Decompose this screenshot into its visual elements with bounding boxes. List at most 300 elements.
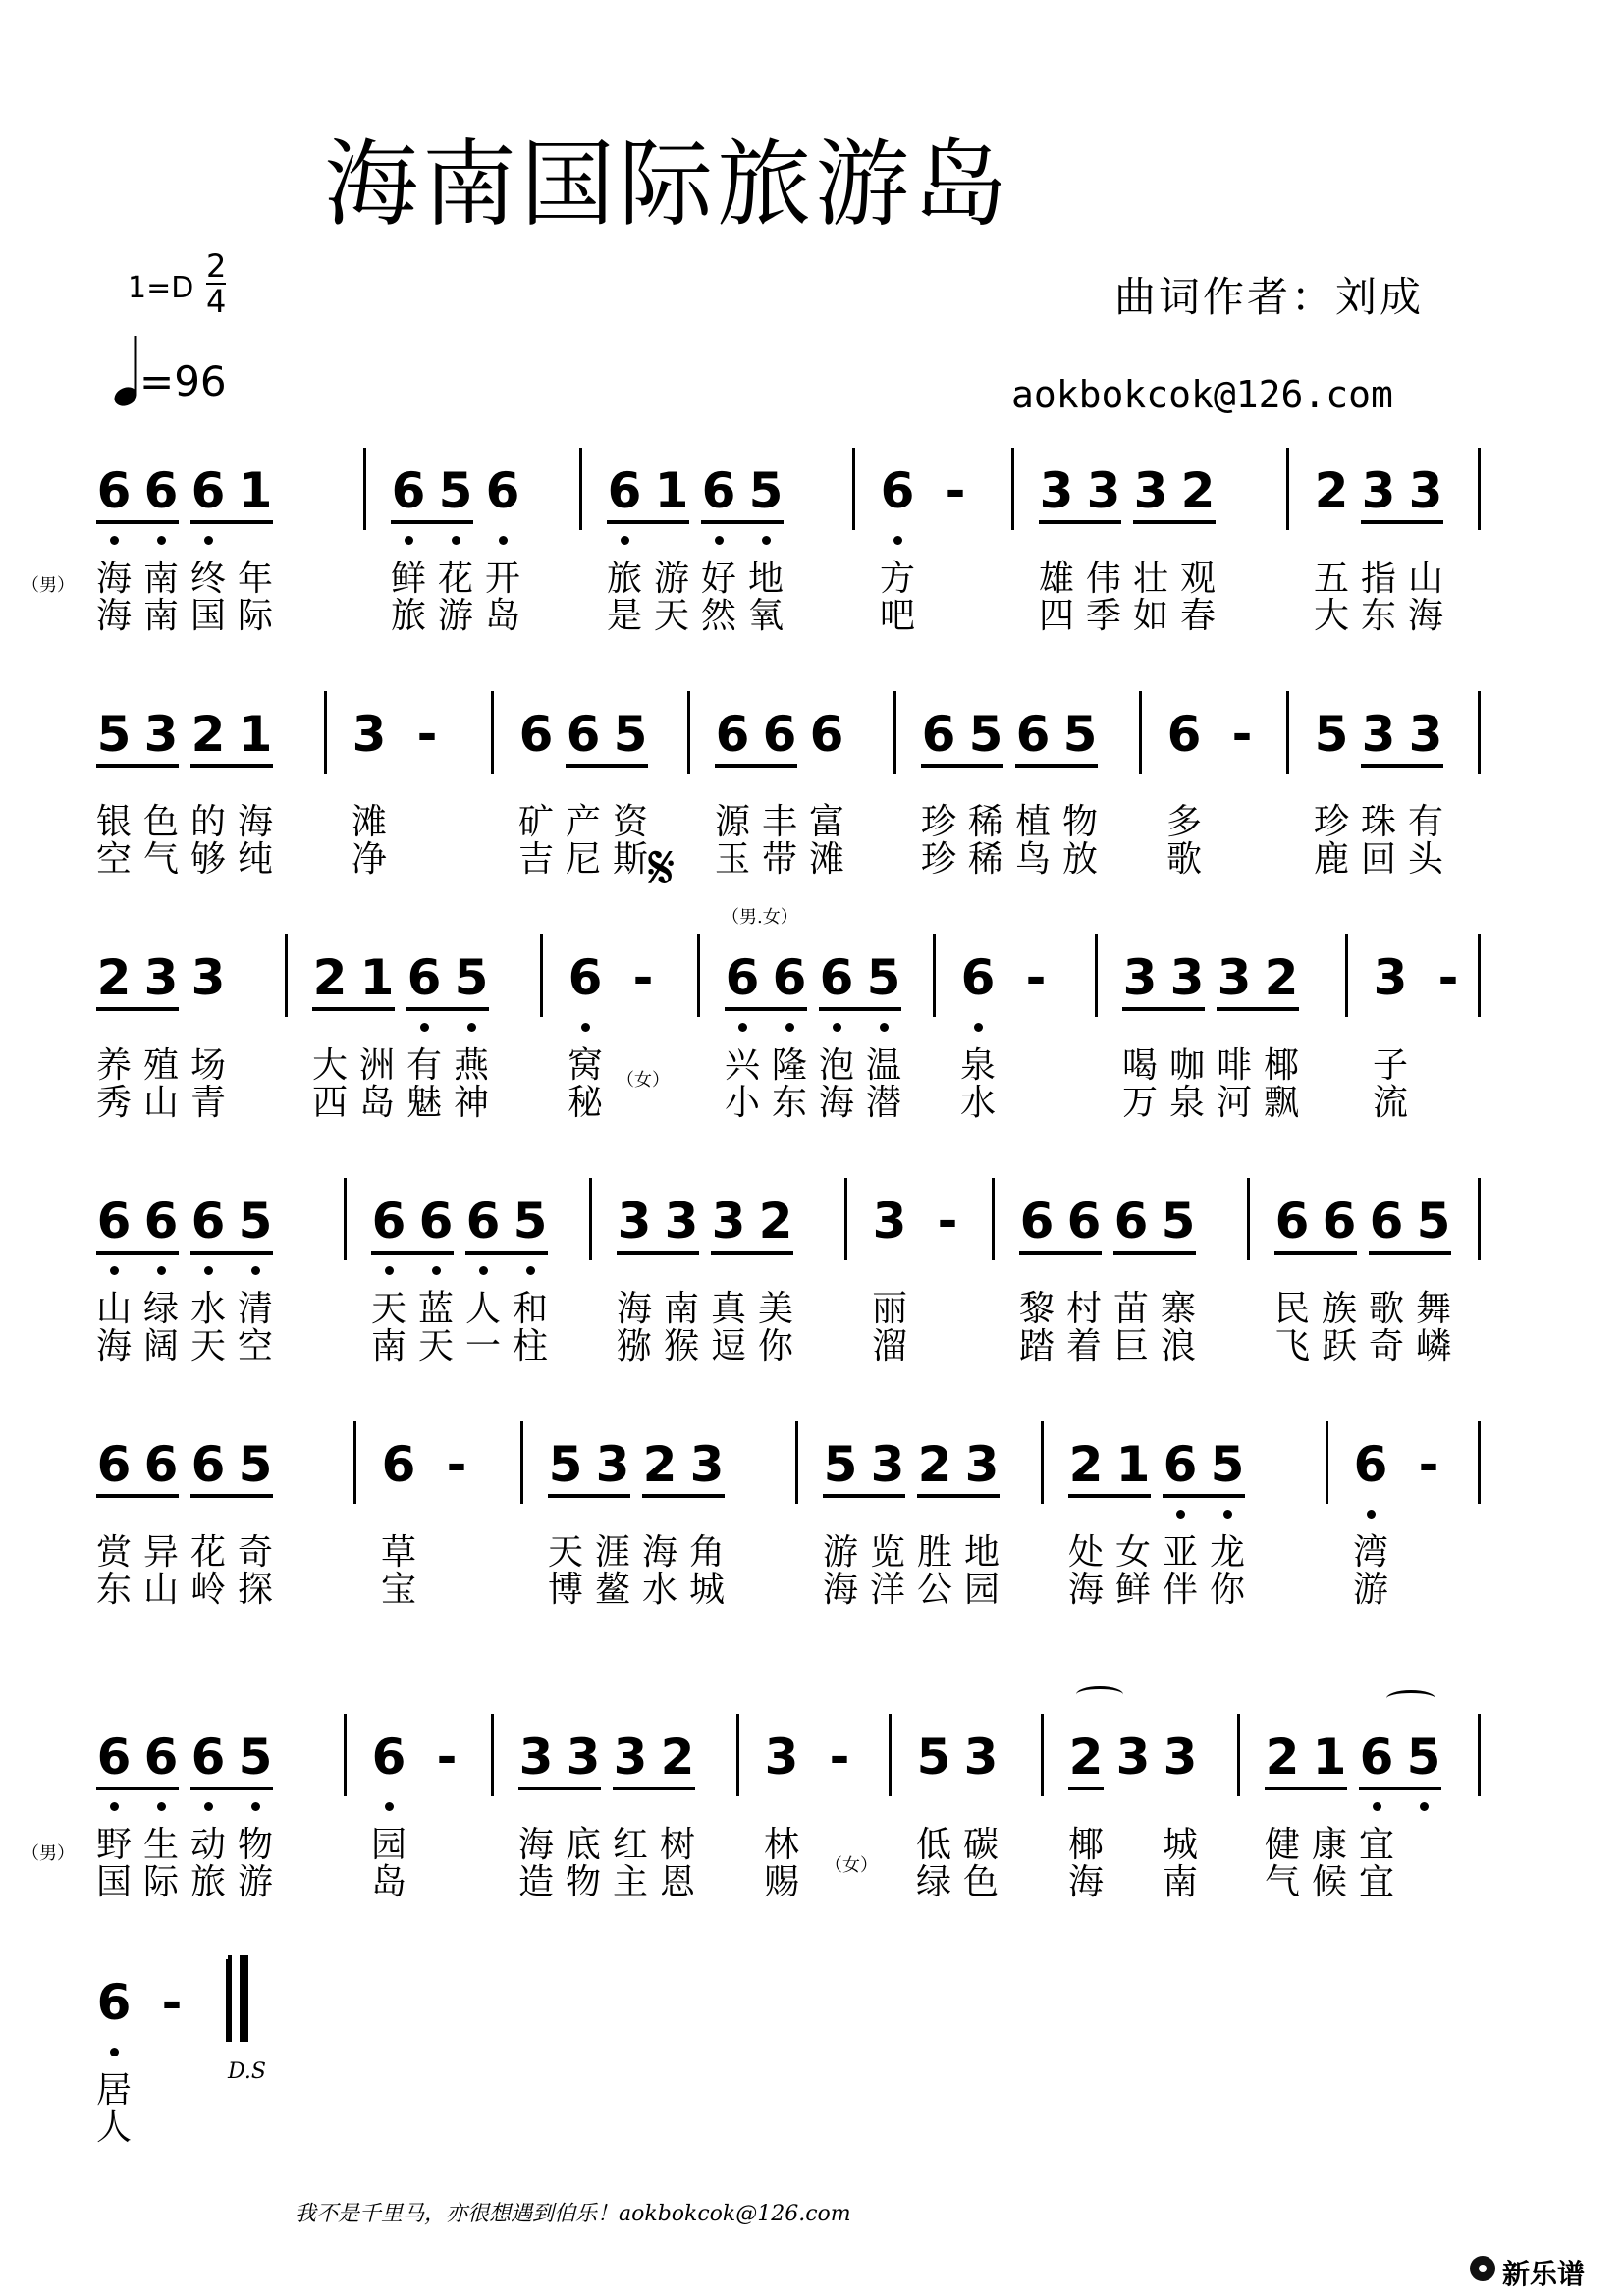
eighth-underline — [1265, 1787, 1347, 1790]
lyric-char: 鸟 — [1014, 839, 1051, 880]
lyric-char: 海 — [1067, 1570, 1104, 1610]
note: 6 — [485, 462, 520, 519]
lyric-char: 绿 — [915, 1862, 951, 1902]
lyrics-verse-1 — [1259, 1826, 1447, 1865]
lyric-char: 神 — [453, 1083, 489, 1123]
lyric-char: 养 — [95, 1045, 132, 1086]
footer-note: 我不是千里马，亦很想遇到伯乐！aokbokcok@126.com — [295, 2202, 851, 2226]
eighth-underline — [371, 1251, 454, 1255]
lyric-char: 泉 — [959, 1045, 996, 1086]
lyric-char: 海 — [95, 559, 132, 599]
note: 5 — [513, 1193, 548, 1250]
lyric-char: 西 — [311, 1083, 348, 1123]
lyric-char: 生 — [142, 1825, 179, 1865]
note: 6 — [391, 462, 426, 519]
note: 5 — [748, 462, 784, 519]
lyric-char: 浪 — [1160, 1326, 1196, 1366]
brand-logo-icon — [1470, 2256, 1495, 2281]
lyrics-verse-1 — [513, 803, 654, 842]
lyrics-verse-1 — [866, 1290, 982, 1329]
lyric-char: 源 — [714, 802, 750, 842]
lyric-char: 指 — [1360, 559, 1396, 599]
hold-dash: - — [161, 1974, 183, 2031]
low-octave-dot — [1420, 1802, 1429, 1811]
note: 3 — [1115, 1729, 1151, 1786]
lyric-char: 好 — [700, 559, 736, 599]
lyric-char: 旅 — [606, 559, 642, 599]
eighth-underline — [96, 1494, 179, 1498]
lyric-char: 稀 — [967, 802, 1003, 842]
note: 6 — [1359, 1729, 1394, 1786]
hold-dash: - — [416, 706, 438, 763]
eighth-underline — [190, 1494, 273, 1498]
lyrics-verse-2 — [1062, 1571, 1251, 1610]
note: 6 — [1113, 1193, 1149, 1250]
eighth-underline — [190, 1251, 273, 1255]
note: 6 — [566, 706, 601, 763]
note: 2 — [642, 1436, 677, 1493]
note: 6 — [1163, 1436, 1198, 1493]
note: 2 — [1068, 1729, 1104, 1786]
lyric-char: 大 — [311, 1045, 348, 1086]
lyrics-verse-2 — [306, 1084, 495, 1123]
lyric-char: 方 — [879, 559, 915, 599]
note: 3 — [143, 949, 179, 1006]
eighth-underline — [642, 1494, 725, 1498]
barline — [1478, 934, 1481, 1017]
slur-arc — [1076, 1686, 1123, 1703]
barline — [1247, 1178, 1250, 1260]
note: 6 — [1274, 1193, 1310, 1250]
low-octave-dot — [833, 1023, 841, 1032]
part-label-mixed: （男.女） — [722, 907, 798, 928]
lyrics-verse-2 — [542, 1571, 731, 1610]
eighth-underline — [96, 520, 179, 524]
note: 6 — [96, 1436, 132, 1493]
note: 6 — [1166, 706, 1202, 763]
note: 6 — [143, 462, 179, 519]
lyric-char: 涯 — [594, 1532, 630, 1573]
slur-arc — [1386, 1690, 1435, 1707]
lyric-char: 宜 — [1358, 1862, 1394, 1902]
lyrics-verse-2 — [1308, 840, 1449, 880]
note: 3 — [764, 1729, 799, 1786]
lyric-char: 真 — [710, 1289, 746, 1329]
note: 5 — [916, 1729, 951, 1786]
eighth-underline — [701, 520, 784, 524]
eighth-underline — [711, 1251, 793, 1255]
hold-dash: - — [1231, 706, 1253, 763]
eighth-underline — [518, 1787, 601, 1790]
eighth-underline — [312, 1007, 395, 1011]
lyric-char: 国 — [189, 596, 226, 636]
measure-notes — [365, 1728, 481, 1796]
lyric-char: 南 — [142, 559, 179, 599]
note: 3 — [963, 1729, 999, 1786]
tempo-marking: =96 — [139, 357, 227, 405]
measure-notes — [1161, 705, 1276, 774]
lyric-char: 林 — [763, 1825, 799, 1865]
lyrics-verse-1 — [1308, 560, 1449, 599]
low-octave-dot — [526, 1266, 535, 1275]
note: 6 — [96, 1729, 132, 1786]
lyric-char: 人 — [95, 2108, 132, 2148]
eighth-underline — [406, 1007, 489, 1011]
lyric-char: 红 — [612, 1825, 648, 1865]
note: 2 — [917, 1436, 952, 1493]
measure-notes — [1367, 948, 1483, 1017]
author: 曲词作者：刘成 — [1114, 273, 1425, 321]
lyrics-verse-2 — [1269, 1327, 1457, 1366]
low-octave-dot — [1223, 1510, 1232, 1519]
lyric-char: 处 — [1067, 1532, 1104, 1573]
measure-notes — [954, 948, 1070, 1017]
note: 3 — [870, 1436, 905, 1493]
barline — [579, 448, 582, 530]
eighth-underline — [823, 1494, 905, 1498]
lyric-char: 鲜 — [390, 559, 426, 599]
low-octave-dot — [432, 1266, 441, 1275]
lyric-char: 是 — [606, 596, 642, 636]
lyric-char: 场 — [189, 1045, 226, 1086]
lyric-char: 头 — [1407, 839, 1443, 880]
lyric-char: 恩 — [659, 1862, 695, 1902]
eighth-underline — [1015, 764, 1098, 768]
lyrics-verse-1 — [365, 1290, 554, 1329]
lyric-char: 的 — [189, 802, 226, 842]
barline — [933, 934, 936, 1017]
lyric-char: 逗 — [710, 1326, 746, 1366]
barline — [1237, 1714, 1240, 1796]
lyric-char: 歌 — [1368, 1289, 1404, 1329]
lyrics-verse-2 — [1116, 1084, 1305, 1123]
eighth-underline — [96, 1007, 179, 1011]
eighth-underline — [1113, 1251, 1196, 1255]
low-octave-dot — [420, 1023, 429, 1032]
note: 6 — [518, 706, 554, 763]
barline — [589, 1178, 592, 1260]
lyric-char: 跃 — [1321, 1326, 1357, 1366]
lyric-char: 壮 — [1132, 559, 1168, 599]
note: 1 — [1312, 1729, 1347, 1786]
lyric-char: 海 — [822, 1570, 858, 1610]
eighth-underline — [1359, 1787, 1441, 1790]
lyric-char: 色 — [142, 802, 179, 842]
low-octave-dot — [204, 536, 213, 545]
low-octave-dot — [880, 1023, 889, 1032]
lyric-char: 物 — [237, 1825, 273, 1865]
eighth-underline — [617, 1251, 699, 1255]
lyrics-verse-1 — [1161, 803, 1276, 842]
barline — [1478, 1178, 1481, 1260]
low-octave-dot — [974, 1023, 983, 1032]
measure-notes — [866, 1192, 982, 1260]
lyrics-verse-2 — [90, 1084, 232, 1123]
lyrics-verse-1 — [709, 803, 850, 842]
lyric-char: 春 — [1179, 596, 1216, 636]
eighth-underline — [607, 520, 689, 524]
lyric-char: 野 — [95, 1825, 132, 1865]
part-label-male: （男） — [22, 575, 75, 596]
lyric-char: 多 — [1165, 802, 1202, 842]
lyrics-verse-1 — [365, 1826, 481, 1865]
eighth-underline — [190, 1787, 273, 1790]
quarter-note-icon — [110, 334, 143, 412]
low-octave-dot — [467, 1023, 476, 1032]
low-octave-dot — [157, 1266, 166, 1275]
brand-name: 新乐谱 — [1502, 2258, 1586, 2290]
note: 2 — [190, 706, 226, 763]
low-octave-dot — [251, 1802, 260, 1811]
note: 2 — [1264, 949, 1299, 1006]
note: 6 — [568, 949, 603, 1006]
barline — [852, 448, 855, 530]
barline — [687, 691, 690, 774]
hold-dash: - — [1025, 949, 1047, 1006]
note: 5 — [1210, 1436, 1245, 1493]
lyrics-verse-1 — [719, 1046, 907, 1086]
note: 5 — [454, 949, 489, 1006]
lyric-char: 游 — [237, 1862, 273, 1902]
lyric-char: 物 — [565, 1862, 601, 1902]
lyric-char: 碳 — [962, 1825, 999, 1865]
note: 6 — [880, 462, 915, 519]
low-octave-dot — [581, 1023, 590, 1032]
lyric-char: 你 — [757, 1326, 793, 1366]
lyrics-verse-2 — [90, 597, 279, 636]
lyric-char: 东 — [771, 1083, 807, 1123]
lyric-char: 柱 — [512, 1326, 548, 1366]
lyric-char: 洋 — [869, 1570, 905, 1610]
note: 6 — [190, 462, 226, 519]
lyrics-verse-2 — [513, 1863, 701, 1902]
lyric-char: 滩 — [351, 802, 387, 842]
lyrics-verse-1 — [915, 803, 1104, 842]
lyric-char: 丽 — [871, 1289, 907, 1329]
note: 6 — [960, 949, 996, 1006]
note: 3 — [613, 1729, 648, 1786]
lyric-char: 花 — [437, 559, 473, 599]
note: 6 — [715, 706, 750, 763]
barline — [344, 1714, 347, 1796]
lyric-char: 空 — [237, 1326, 273, 1366]
lyrics-verse-2 — [90, 1571, 279, 1610]
barline — [992, 1178, 995, 1260]
barline — [344, 1178, 347, 1260]
low-octave-dot — [405, 536, 413, 545]
note: 6 — [1369, 1193, 1404, 1250]
barline — [1478, 1714, 1481, 1796]
note: 3 — [1361, 706, 1396, 763]
lyric-char: 如 — [1132, 596, 1168, 636]
barline — [1041, 1421, 1044, 1504]
barline — [353, 1421, 356, 1504]
lyric-char: 海 — [616, 1289, 652, 1329]
lyrics-verse-1 — [375, 1533, 491, 1573]
lyrics-verse-1 — [90, 560, 279, 599]
lyric-char: 一 — [464, 1326, 501, 1366]
final-barline — [228, 1955, 232, 2042]
lyric-char: 伟 — [1085, 559, 1121, 599]
eighth-underline — [391, 520, 473, 524]
lyric-char: 游 — [437, 596, 473, 636]
lyric-char: 河 — [1216, 1083, 1252, 1123]
note: 5 — [1062, 706, 1098, 763]
hold-dash: - — [1418, 1436, 1439, 1493]
final-barline — [240, 1955, 248, 2042]
lyric-char: 植 — [1014, 802, 1051, 842]
lyric-char: 国 — [95, 1862, 132, 1902]
measure-notes — [562, 948, 677, 1017]
eighth-underline — [921, 764, 1003, 768]
lyric-char: 龙 — [1209, 1532, 1245, 1573]
measure-notes — [90, 1973, 206, 2042]
lyrics-verse-1 — [90, 2071, 206, 2110]
lyric-char: 五 — [1313, 559, 1349, 599]
note: 6 — [190, 1729, 226, 1786]
lyric-char: 南 — [370, 1326, 406, 1366]
lyric-char: 公 — [916, 1570, 952, 1610]
lyric-char: 净 — [351, 839, 387, 880]
note: 3 — [566, 1729, 601, 1786]
eighth-underline — [725, 1007, 807, 1011]
lyric-char: 子 — [1372, 1045, 1408, 1086]
lyric-char: 异 — [142, 1532, 179, 1573]
note: 5 — [548, 1436, 583, 1493]
lyric-char: 珍 — [920, 839, 956, 880]
lyric-char: 草 — [380, 1532, 416, 1573]
lyrics-verse-2 — [1308, 597, 1449, 636]
lyrics-verse-1 — [90, 1046, 232, 1086]
da-segno-marking: D.S — [228, 2059, 266, 2084]
note: 3 — [1133, 462, 1168, 519]
lyric-char: 放 — [1061, 839, 1098, 880]
lyric-char: 秀 — [95, 1083, 132, 1123]
low-octave-dot — [893, 536, 902, 545]
lyric-char: 魅 — [406, 1083, 442, 1123]
eighth-underline — [1019, 1251, 1102, 1255]
lyric-char: 窝 — [567, 1045, 603, 1086]
eighth-underline — [1361, 520, 1443, 524]
lyric-char: 滩 — [808, 839, 844, 880]
note: 2 — [660, 1729, 695, 1786]
eighth-underline — [1133, 520, 1216, 524]
barline — [1478, 448, 1481, 530]
lyric-char: 泡 — [818, 1045, 854, 1086]
lyric-char: 东 — [95, 1570, 132, 1610]
lyric-char: 气 — [1264, 1862, 1300, 1902]
note: 6 — [371, 1729, 406, 1786]
eighth-underline — [190, 520, 273, 524]
note: 2 — [96, 949, 132, 1006]
lyric-char: 海 — [517, 1825, 554, 1865]
low-octave-dot — [762, 536, 771, 545]
lyrics-verse-1 — [90, 1826, 279, 1865]
lyric-char: 雄 — [1038, 559, 1074, 599]
lyric-char: 蓝 — [417, 1289, 454, 1329]
lyrics-verse-2 — [709, 840, 850, 880]
lyric-char: 咖 — [1168, 1045, 1205, 1086]
lyric-char: 斯 — [612, 839, 648, 880]
lyric-char: 尼 — [565, 839, 601, 880]
note: 3 — [1373, 949, 1408, 1006]
low-octave-dot — [157, 536, 166, 545]
note: 6 — [1019, 1193, 1055, 1250]
note: 5 — [238, 1436, 273, 1493]
note: 5 — [968, 706, 1003, 763]
lyrics-verse-1 — [1062, 1533, 1251, 1573]
eighth-underline — [465, 1251, 548, 1255]
barline — [1041, 1714, 1044, 1796]
lyric-char: 啡 — [1216, 1045, 1252, 1086]
lyric-char: 胜 — [916, 1532, 952, 1573]
lyric-char: 嶙 — [1415, 1326, 1451, 1366]
note: 6 — [190, 1436, 226, 1493]
lyric-char: 亚 — [1162, 1532, 1198, 1573]
lyrics-verse-1 — [513, 1826, 701, 1865]
hold-dash: - — [937, 1193, 958, 1250]
lyric-char: 游 — [1352, 1570, 1388, 1610]
lyric-char: 产 — [565, 802, 601, 842]
note: 6 — [96, 462, 132, 519]
low-octave-dot — [785, 1023, 794, 1032]
note: 3 — [1408, 706, 1443, 763]
lyric-char: 猴 — [663, 1326, 699, 1366]
lyric-char: 你 — [1209, 1570, 1245, 1610]
measure-notes — [910, 1728, 1004, 1796]
lyric-char: 富 — [808, 802, 844, 842]
lyric-char: 宜 — [1358, 1825, 1394, 1865]
lyric-char: 城 — [1162, 1825, 1198, 1865]
note: 3 — [617, 1193, 652, 1250]
lyric-char: 舞 — [1415, 1289, 1451, 1329]
lyric-char: 珍 — [1313, 802, 1349, 842]
lyric-char: 吧 — [879, 596, 915, 636]
note: 5 — [238, 1193, 273, 1250]
lyric-char: 然 — [700, 596, 736, 636]
note: 3 — [711, 1193, 746, 1250]
barline — [697, 934, 700, 1017]
lyric-char: 稀 — [967, 839, 1003, 880]
lyric-char: 巨 — [1112, 1326, 1149, 1366]
note: 3 — [1122, 949, 1158, 1006]
note: 1 — [654, 462, 689, 519]
note: 5 — [866, 949, 901, 1006]
lyric-char: 泉 — [1168, 1083, 1205, 1123]
barline — [1478, 691, 1481, 774]
lyric-char: 地 — [963, 1532, 1000, 1573]
lyrics-verse-1 — [601, 560, 789, 599]
lyric-char: 海 — [95, 596, 132, 636]
eighth-underline — [1369, 1251, 1451, 1255]
note: 6 — [381, 1436, 416, 1493]
note: 5 — [238, 1729, 273, 1786]
lyric-char: 苗 — [1112, 1289, 1149, 1329]
low-octave-dot — [621, 536, 629, 545]
lyric-char: 南 — [663, 1289, 699, 1329]
note: 5 — [613, 706, 648, 763]
key-signature: 1=D — [128, 271, 194, 305]
note: 1 — [1115, 1436, 1151, 1493]
lyric-char: 城 — [688, 1570, 725, 1610]
eighth-underline — [190, 764, 273, 768]
note: 3 — [1217, 949, 1252, 1006]
lyric-char: 水 — [189, 1289, 226, 1329]
eighth-underline — [917, 1494, 1000, 1498]
note: 3 — [1361, 462, 1396, 519]
lyric-char: 水 — [959, 1083, 996, 1123]
eighth-underline — [1039, 520, 1121, 524]
